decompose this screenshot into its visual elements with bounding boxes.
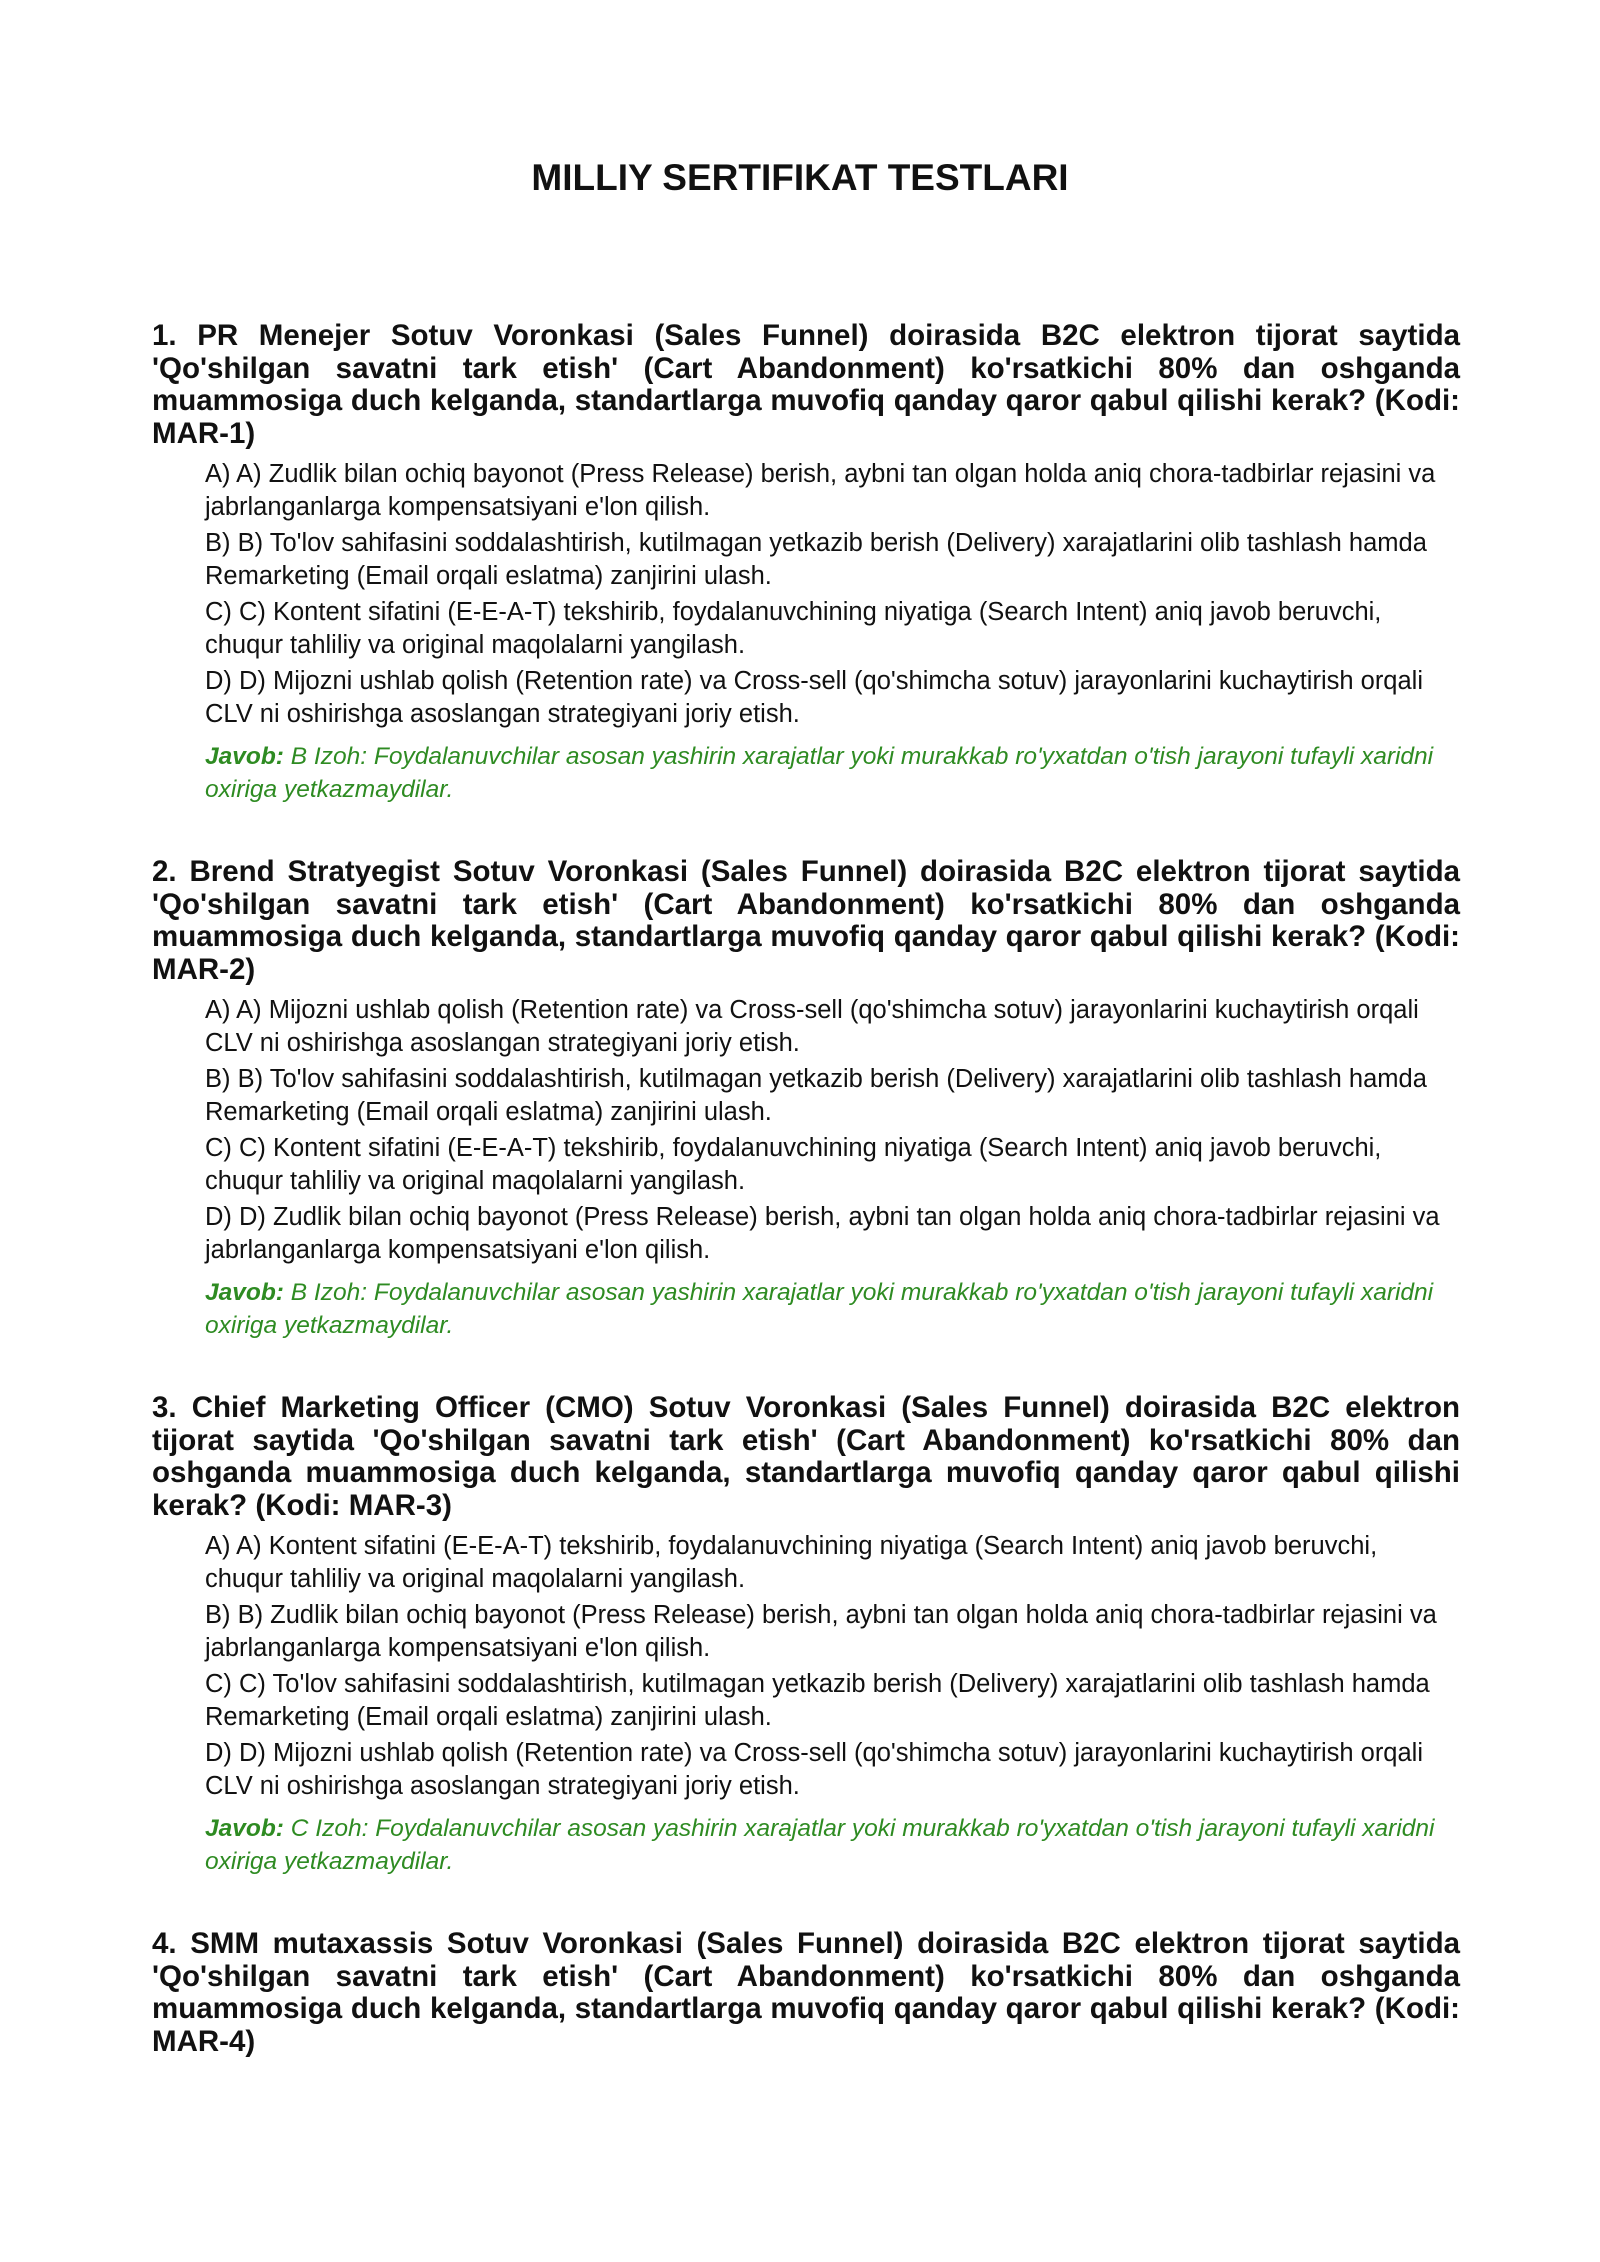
option-d: D) D) Zudlik bilan ochiq bayonot (Press Release) berish, aybni tan olgan holda aniq chora-tadbirlar rejasini va jabrlanganlarga kompensatsiyani e'lon qilish.	[205, 1203, 1440, 1264]
question-2	[152, 856, 1460, 1342]
question-3	[152, 1392, 1460, 1878]
question-list	[152, 320, 1460, 2108]
answer-label: Javob:	[205, 1279, 284, 1306]
option-a: A) A) Mijozni ushlab qolish (Retention rate) va Cross-sell (qo'shimcha sotuv) jarayonlarini kuchaytirish orqali CLV ni oshirishga asoslangan strategiyani joriy etish.	[205, 996, 1419, 1057]
answer-explanation	[205, 740, 1460, 806]
option-a: A) A) Kontent sifatini (E-E-A-T) tekshirib, foydalanuvchining niyatiga (Search Intent) aniq javob beruvchi, chuqur tahliliy va original maqolalarni yangilash.	[205, 1532, 1378, 1593]
question-4	[152, 1928, 1460, 2058]
question-1	[152, 320, 1460, 806]
answer-text: B Izoh: Foydalanuvchilar asosan yashirin xarajatlar yoki murakkab ro'yxatdan o'tish jarayoni tufayli xaridni oxiriga yetkazmaydilar.	[205, 743, 1434, 803]
question-text: 2. Brend Stratyegist Sotuv Voronkasi (Sales Funnel) doirasida B2C elektron tijorat saytida 'Qo'shilgan savatni tark etish' (Cart Abandonment) ko'rsatkichi 80% dan oshganda muammosiga duch kelganda, standartlarga muvofiq qanday qaror qabul qilishi kerak? (Kodi: MAR-2)	[152, 855, 1460, 986]
option-c: C) C) Kontent sifatini (E-E-A-T) tekshirib, foydalanuvchining niyatiga (Search Intent) aniq javob beruvchi, chuqur tahliliy va original maqolalarni yangilash.	[205, 598, 1382, 659]
answer-label: Javob:	[205, 743, 284, 770]
option-c: C) C) Kontent sifatini (E-E-A-T) tekshirib, foydalanuvchining niyatiga (Search Intent) aniq javob beruvchi, chuqur tahliliy va original maqolalarni yangilash.	[205, 1134, 1382, 1195]
question-text: 3. Chief Marketing Officer (CMO) Sotuv Voronkasi (Sales Funnel) doirasida B2C elektron tijorat saytida 'Qo'shilgan savatni tark etish' (Cart Abandonment) ko'rsatkichi 80% dan oshganda muammosiga duch kelganda, standartlarga muvofiq qanday qaror qabul qilishi kerak? (Kodi: MAR-3)	[152, 1391, 1460, 1522]
option-a: A) A) Zudlik bilan ochiq bayonot (Press Release) berish, aybni tan olgan holda aniq chora-tadbirlar rejasini va jabrlanganlarga kompensatsiyani e'lon qilish.	[205, 460, 1436, 521]
answer-text: B Izoh: Foydalanuvchilar asosan yashirin xarajatlar yoki murakkab ro'yxatdan o'tish jarayoni tufayli xaridni oxiriga yetkazmaydilar.	[205, 1279, 1434, 1339]
option-c: C) C) To'lov sahifasini soddalashtirish, kutilmagan yetkazib berish (Delivery) xarajatlarini olib tashlash hamda Remarketing (Email orqali eslatma) zanjirini ulash.	[205, 1670, 1430, 1731]
page-title: MILLIY SERTIFIKAT TESTLARI	[531, 157, 1069, 198]
option-d: D) D) Mijozni ushlab qolish (Retention rate) va Cross-sell (qo'shimcha sotuv) jarayonlarini kuchaytirish orqali CLV ni oshirishga asoslangan strategiyani joriy etish.	[205, 1739, 1423, 1800]
option-b: B) B) To'lov sahifasini soddalashtirish, kutilmagan yetkazib berish (Delivery) xarajatlarini olib tashlash hamda Remarketing (Email orqali eslatma) zanjirini ulash.	[205, 1065, 1427, 1126]
answer-label: Javob:	[205, 1815, 284, 1842]
answer-text: C Izoh: Foydalanuvchilar asosan yashirin xarajatlar yoki murakkab ro'yxatdan o'tish jarayoni tufayli xaridni oxiriga yetkazmaydilar.	[205, 1815, 1435, 1875]
question-text: 4. SMM mutaxassis Sotuv Voronkasi (Sales Funnel) doirasida B2C elektron tijorat saytida 'Qo'shilgan savatni tark etish' (Cart Abandonment) ko'rsatkichi 80% dan oshganda muammosiga duch kelganda, standartlarga muvofiq qanday qaror qabul qilishi kerak? (Kodi: MAR-4)	[152, 1927, 1460, 2058]
option-b: B) B) To'lov sahifasini soddalashtirish, kutilmagan yetkazib berish (Delivery) xarajatlarini olib tashlash hamda Remarketing (Email orqali eslatma) zanjirini ulash.	[205, 529, 1427, 590]
option-list	[205, 458, 1460, 806]
option-list	[205, 1530, 1460, 1878]
answer-explanation	[205, 1276, 1460, 1342]
option-list	[205, 994, 1460, 1342]
answer-explanation	[205, 1812, 1460, 1878]
option-b: B) B) Zudlik bilan ochiq bayonot (Press Release) berish, aybni tan olgan holda aniq chora-tadbirlar rejasini va jabrlanganlarga kompensatsiyani e'lon qilish.	[205, 1601, 1437, 1662]
question-text: 1. PR Menejer Sotuv Voronkasi (Sales Funnel) doirasida B2C elektron tijorat saytida 'Qo'shilgan savatni tark etish' (Cart Abandonment) ko'rsatkichi 80% dan oshganda muammosiga duch kelganda, standartlarga muvofiq qanday qaror qabul qilishi kerak? (Kodi: MAR-1)	[152, 319, 1460, 450]
option-d: D) D) Mijozni ushlab qolish (Retention rate) va Cross-sell (qo'shimcha sotuv) jarayonlarini kuchaytirish orqali CLV ni oshirishga asoslangan strategiyani joriy etish.	[205, 667, 1423, 728]
